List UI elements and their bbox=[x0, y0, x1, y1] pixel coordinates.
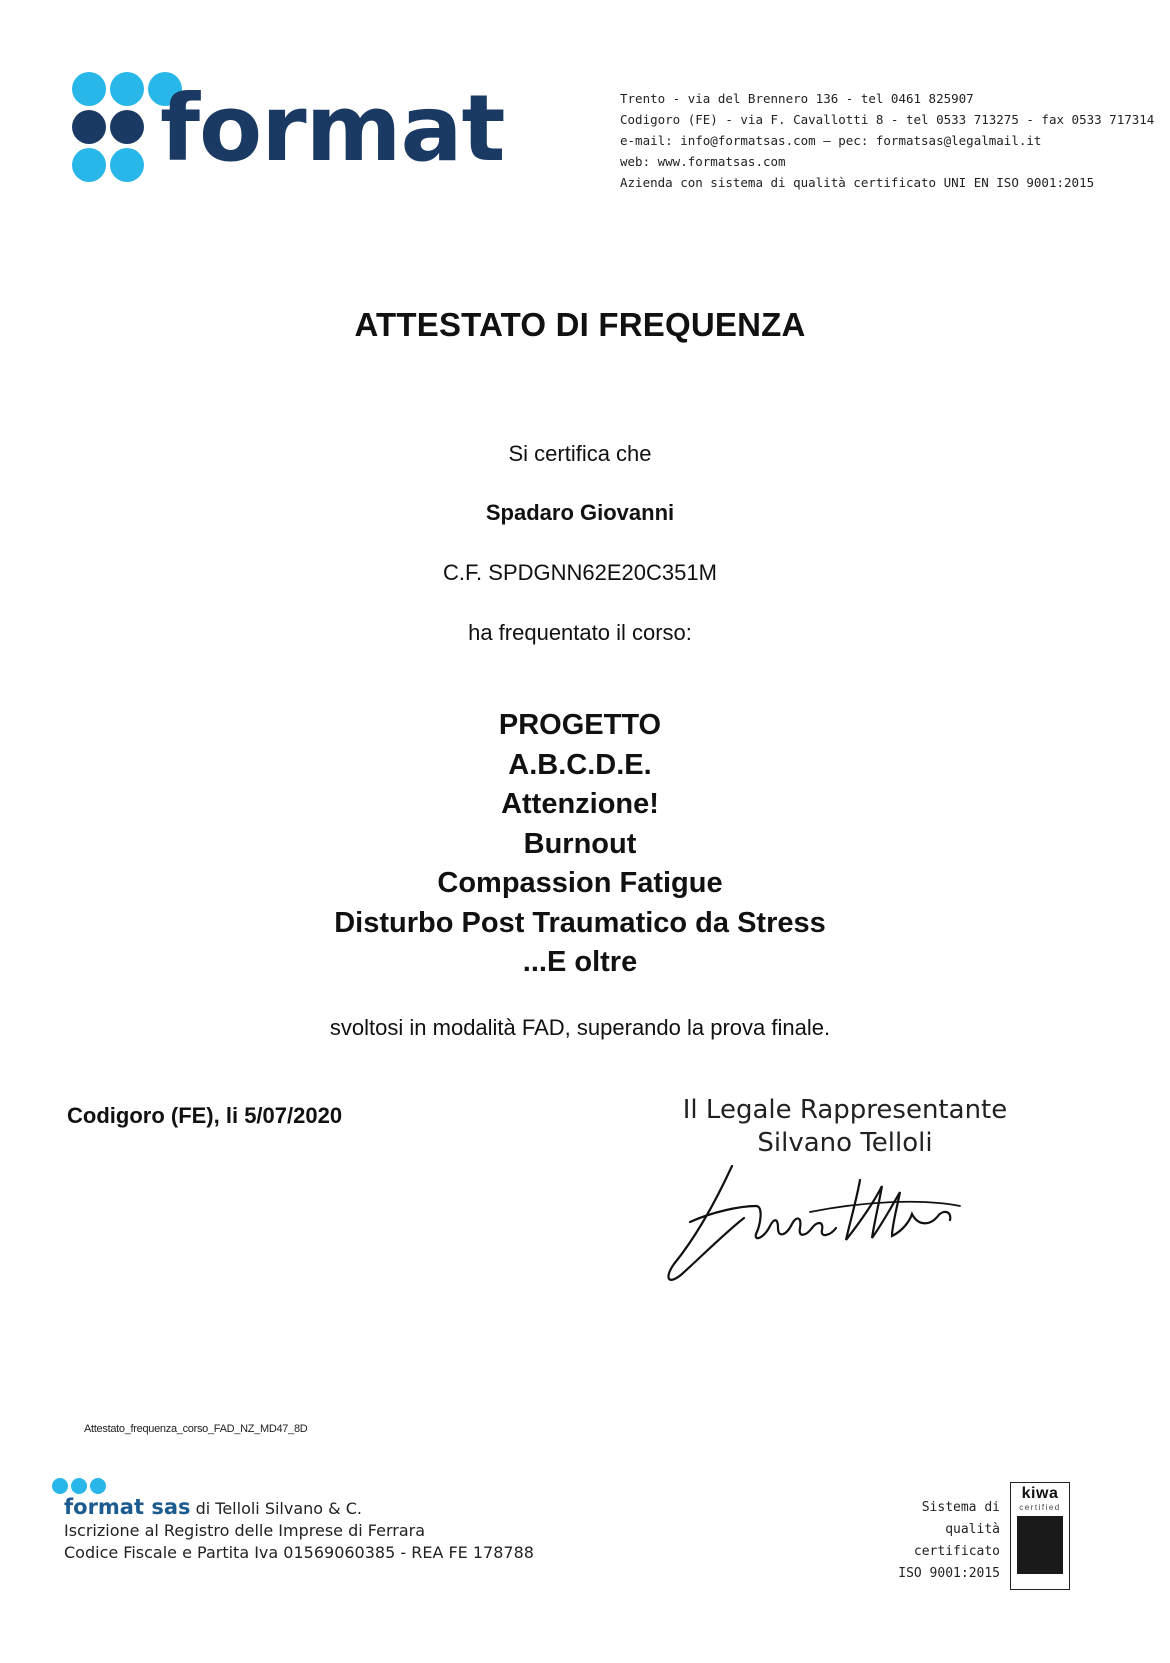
quality-line: Sistema di qualità bbox=[921, 1500, 1000, 1537]
course-title-line: A.B.C.D.E. bbox=[508, 748, 652, 781]
course-title-line: PROGETTO bbox=[498, 709, 662, 741]
attended-text: ha frequentato il corso: bbox=[468, 620, 692, 645]
contact-line: Azienda con sistema di qualità certificato UNI EN ISO 9001:2015 bbox=[620, 175, 1095, 190]
course-title bbox=[0, 706, 1160, 983]
footer-line: Codice Fiscale e Partita Iva 01569060385 - REA FE 178788 bbox=[64, 1543, 534, 1562]
contact-line: Trento - via del Brennero 136 - tel 0461 825907 bbox=[620, 91, 974, 106]
document-code: Attestato_frequenza_corso_FAD_NZ_MD47_8D bbox=[84, 1423, 308, 1435]
kiwa-mark-icon bbox=[1017, 1516, 1063, 1574]
footer-company-line bbox=[64, 1496, 534, 1520]
person-name: Spadaro Giovanni bbox=[485, 500, 675, 525]
contact-line: Codigoro (FE) - via F. Cavallotti 8 - tel 0533 713275 - fax 0533 717314 bbox=[620, 112, 1155, 127]
kiwa-certification-logo bbox=[1010, 1482, 1070, 1590]
course-mode-text: svoltosi in modalità FAD, superando la prova finale. bbox=[329, 1015, 831, 1040]
place-date: Codigoro (FE), li 5/07/2020 bbox=[67, 1103, 343, 1128]
footer-company-name: format sas bbox=[64, 1495, 191, 1519]
company-contact-block bbox=[620, 88, 1155, 193]
logo-wordmark: format bbox=[160, 75, 505, 182]
logo-dot-icon bbox=[110, 72, 144, 106]
representative-name: Silvano Telloli bbox=[757, 1128, 933, 1158]
logo-dot-icon bbox=[72, 110, 106, 144]
contact-line: e-mail: info@formatsas.com – pec: formatsas@legalmail.it bbox=[620, 133, 1042, 148]
kiwa-name: kiwa bbox=[1021, 1485, 1059, 1502]
quality-system-note bbox=[860, 1497, 1000, 1585]
logo-dot-icon bbox=[110, 148, 144, 182]
footer-company-suffix: di Telloli Silvano & C. bbox=[190, 1499, 362, 1518]
course-title-line: Burnout bbox=[523, 827, 637, 860]
legal-representative bbox=[660, 1094, 1030, 1160]
footer-company-info bbox=[64, 1496, 534, 1564]
contact-line: web: www.formatsas.com bbox=[620, 154, 786, 169]
course-title-line: ...E oltre bbox=[522, 946, 638, 978]
signature-icon bbox=[660, 1152, 1030, 1292]
footer-line: Iscrizione al Registro delle Imprese di Ferrara bbox=[64, 1521, 426, 1540]
course-title-line: Compassion Fatigue bbox=[437, 867, 723, 899]
logo-dot-icon bbox=[110, 110, 144, 144]
certify-intro: Si certifica che bbox=[508, 441, 652, 466]
quality-line: certificato bbox=[913, 1544, 1000, 1559]
certificate-title: ATTESTATO DI FREQUENZA bbox=[354, 306, 806, 343]
representative-title: Il Legale Rappresentante bbox=[682, 1095, 1008, 1125]
kiwa-certified-label: certified bbox=[1019, 1503, 1061, 1512]
tax-code: C.F. SPDGNN62E20C351M bbox=[443, 560, 717, 585]
quality-line: ISO 9001:2015 bbox=[898, 1566, 1000, 1581]
format-logo bbox=[72, 72, 505, 197]
logo-dot-icon bbox=[72, 148, 106, 182]
course-title-line: Attenzione! bbox=[501, 788, 659, 820]
logo-dot-icon bbox=[72, 72, 106, 106]
course-title-line: Disturbo Post Traumatico da Stress bbox=[334, 906, 826, 939]
